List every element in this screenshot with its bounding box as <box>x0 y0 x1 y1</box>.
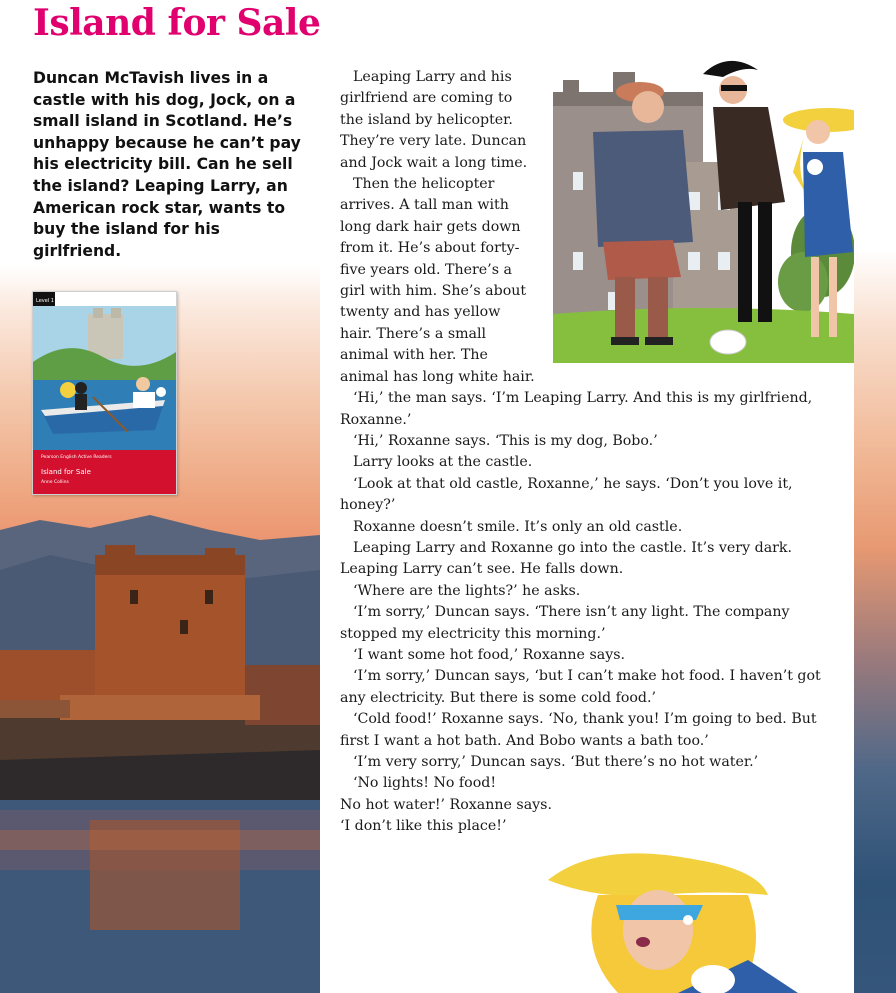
story-paragraph: ‘I want some hot food,’ Roxanne says. <box>353 646 626 663</box>
story-paragraph: Larry looks at the castle. <box>353 454 533 471</box>
book-title: Island for Sale <box>41 468 91 476</box>
story-paragraph: Leaping Larry and his girlfriend are coming to the island by helicopter. They’re very late. Duncan and Jock wait a long time. <box>340 69 528 171</box>
story-paragraph: ‘Hi,’ Roxanne says. ‘This is my dog, Bobo.’ <box>353 432 658 449</box>
story-paragraph: ‘Look at that old castle, Roxanne,’ he says. ‘Don’t you love it, honey?’ <box>340 475 793 514</box>
book-cover <box>32 291 177 495</box>
book-series: Pearson English Active Readers <box>41 455 112 460</box>
story-paragraph: ‘I’m sorry,’ Duncan says, ‘but I can’t make hot food. I haven’t got any electricity. But there is some cold food.’ <box>340 668 821 706</box>
story-paragraph: ‘I’m very sorry,’ Duncan says. ‘But there’s no hot water.’ <box>353 754 759 770</box>
story-text <box>340 67 840 838</box>
story-paragraph: ‘Cold food!’ Roxanne says. ‘No, thank you! I’m going to bed. But first I want a hot bath. And Bobo wants a bath too.’ <box>340 711 817 749</box>
intro-text: Duncan McTavish lives in a castle with his dog, Jock, on a small island in Scotland. He’s unhappy because he can’t pay his electricity bill. Can he sell the island? Leaping Larry, an American rock star, wants to buy the island for his girlfriend. <box>33 69 301 260</box>
sunset-background-edge <box>854 250 896 993</box>
book-level: Level 1 <box>36 298 54 304</box>
story-paragraph: ‘Hi,’ the man says. ‘I’m Leaping Larry. And this is my girlfriend, Roxanne.’ <box>340 390 813 428</box>
page-title: Island for Sale <box>33 2 321 44</box>
castle-photo <box>0 500 320 993</box>
story-closing-line: ‘I don’t like this place!’ <box>340 818 507 835</box>
roxanne-illustration <box>538 850 854 993</box>
book-author: Anne Collins <box>41 480 69 485</box>
story-paragraph: ‘Where are the lights?’ he asks. <box>353 582 581 599</box>
story-paragraph: ‘I’m sorry,’ Duncan says. ‘There isn’t any light. The company stopped my electricity this morning.’ <box>340 604 790 642</box>
story-closing-line: No hot water!’ Roxanne says. <box>340 796 552 813</box>
story-paragraph: Leaping Larry and Roxanne go into the castle. It’s very dark. Leaping Larry can’t see. He falls down. <box>340 539 793 578</box>
book-cover-art <box>33 292 176 494</box>
story-closing-line: ‘No lights! No food! <box>353 775 497 792</box>
story-paragraph: Roxanne doesn’t smile. It’s only an old castle. <box>353 518 683 535</box>
story-paragraph: Then the helicopter arrives. A tall man with long dark hair gets down from it. He’s about forty-five years old. There’s a girl with him. She’s about twenty and has yellow hair. There’s a small animal with her. The animal has long white hair. <box>340 176 535 385</box>
